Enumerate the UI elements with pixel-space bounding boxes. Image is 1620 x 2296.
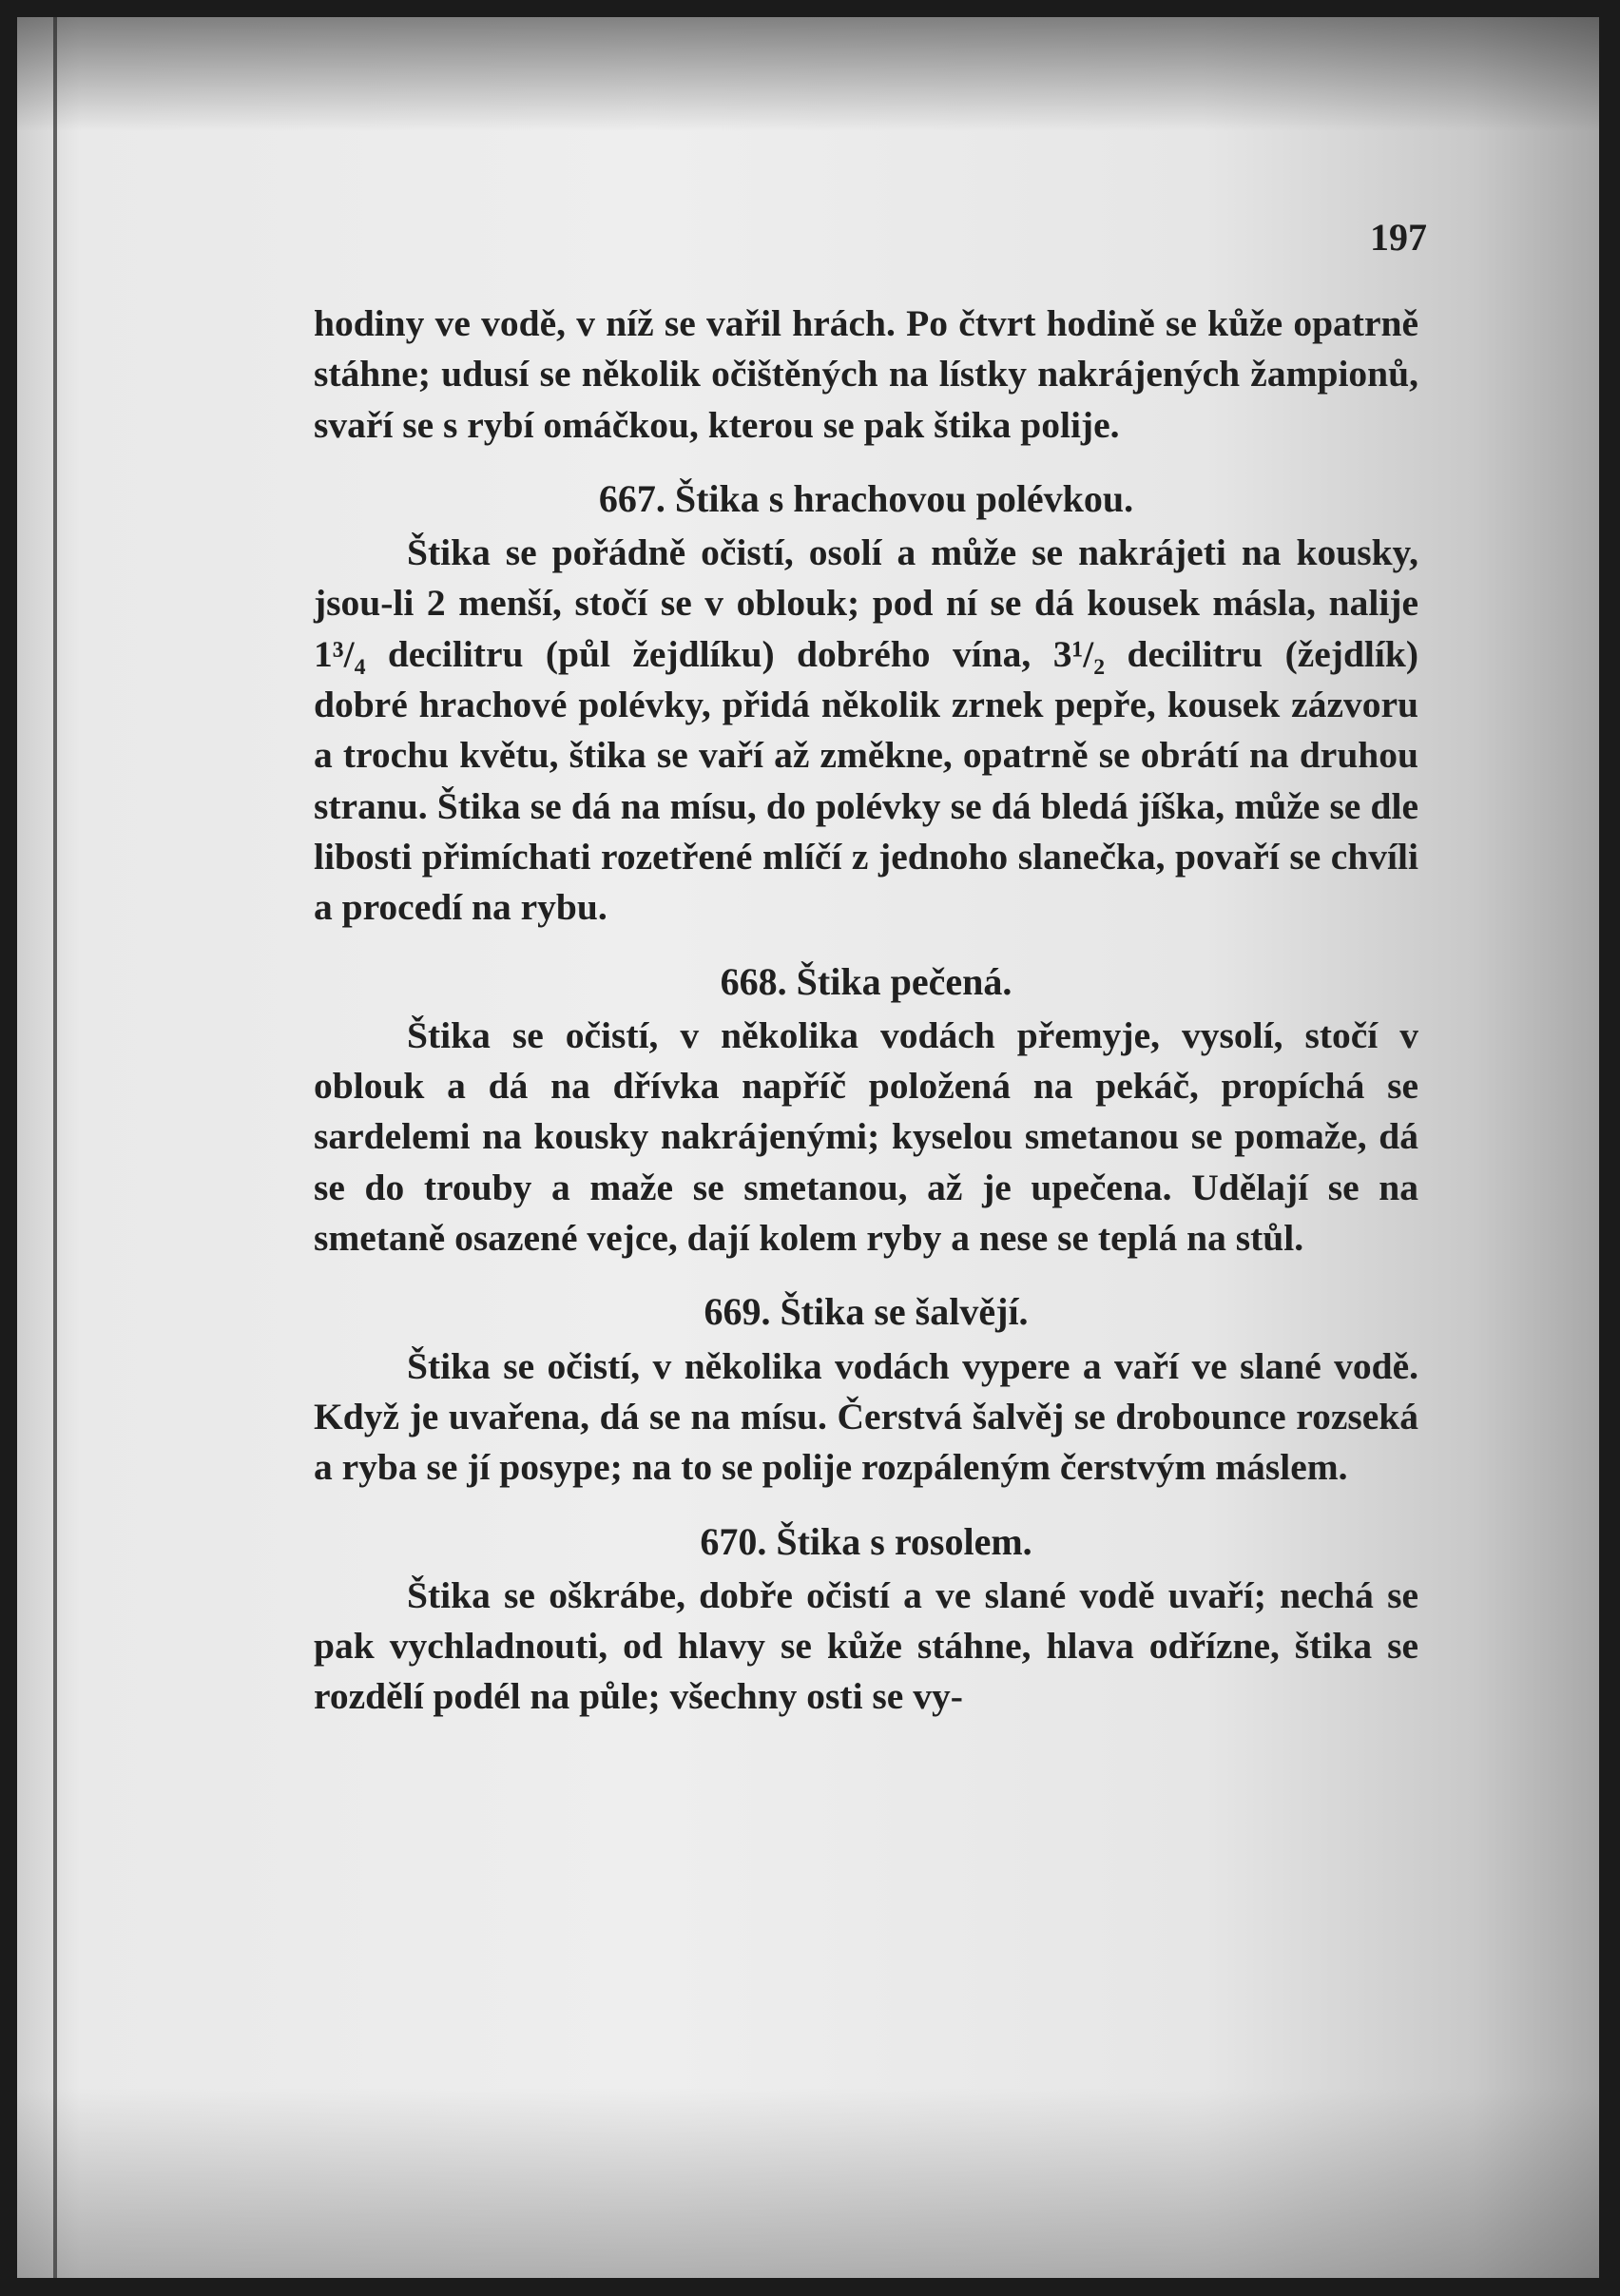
recipe-number: 667. xyxy=(598,476,665,520)
recipe-heading-670 xyxy=(314,1516,1418,1571)
recipe-title: Štika s hrachovou polévkou. xyxy=(674,476,1134,520)
recipe-heading-668 xyxy=(314,956,1418,1011)
recipe-text-670: Štika se oškrábe, dobře očistí a ve slané vodě uvaří; nechá se pak vychladnouti, od hlavy se kůže stáhne, hlava odřízne, štika se rozdělí podél na půle; všechny osti se vy- xyxy=(314,1573,1418,1718)
recipe-heading-669 xyxy=(314,1286,1418,1341)
recipe-number: 668. xyxy=(720,959,787,1003)
recipe-number: 669. xyxy=(704,1290,771,1334)
recipe-text-667: Štika se pořádně očistí, osolí a může se nakrájeti na kousky, jsou-li 2 menší, stočí se v oblouk; pod ní se dá kousek másla, nalije 1³/₄ decilitru (půl žejdlíku) dobrého vína, 3¹/₂ decilitru (žejdlík) dobré hrachové polévky, přidá několik zrnek pepře, kousek zázvoru a trochu květu, štika se vaří až změkne, opatrně se obrátí na druhou stranu. Štika se dá na mísu, do polévky se dá bledá jíška, může se dle libosti přimíchati rozetřené mlíčí z jednoho slanečka, povaří se chvíli a procedí na rybu. xyxy=(314,531,1418,929)
recipe-title: Štika pečená. xyxy=(796,959,1012,1003)
book-page xyxy=(17,17,1599,2278)
recipe-title: Štika s rosolem. xyxy=(776,1519,1032,1563)
recipe-heading-667 xyxy=(314,473,1418,528)
recipe-number: 670. xyxy=(700,1519,767,1563)
recipe-title: Štika se šalvějí. xyxy=(780,1290,1029,1334)
page-text xyxy=(314,299,1418,1723)
recipe-text-668: Štika se očistí, v několika vodách přemyje, vysolí, stočí v oblouk a dá na dřívka napříč položená na pekáč, propíchá se sardelemi na kousky nakrájenými; kyselou smetanou se pomaže, dá se do trouby a maže se smetanou, až je upečena. Udělají se na smetaně osazené vejce, dají kolem ryby a nese se teplá na stůl. xyxy=(314,1013,1418,1260)
page-number: 197 xyxy=(1370,216,1427,259)
page-edge xyxy=(53,17,57,2278)
recipe-text-669: Štika se očistí, v několika vodách vypere a vaří ve slané vodě. Když je uvařena, dá se na mísu. Čerstvá šalvěj se drobounce rozseká a ryba se jí posype; na to se polije rozpáleným čerstvým máslem. xyxy=(314,1344,1418,1489)
continuation-paragraph: hodiny ve vodě, v níž se vařil hrách. Po čtvrt hodině se kůže opatrně stáhne; udusí se několik očištěných na lístky nakrájených žampionů, svaří se s rybí omáčkou, kterou se pak štika polije. xyxy=(314,302,1418,446)
